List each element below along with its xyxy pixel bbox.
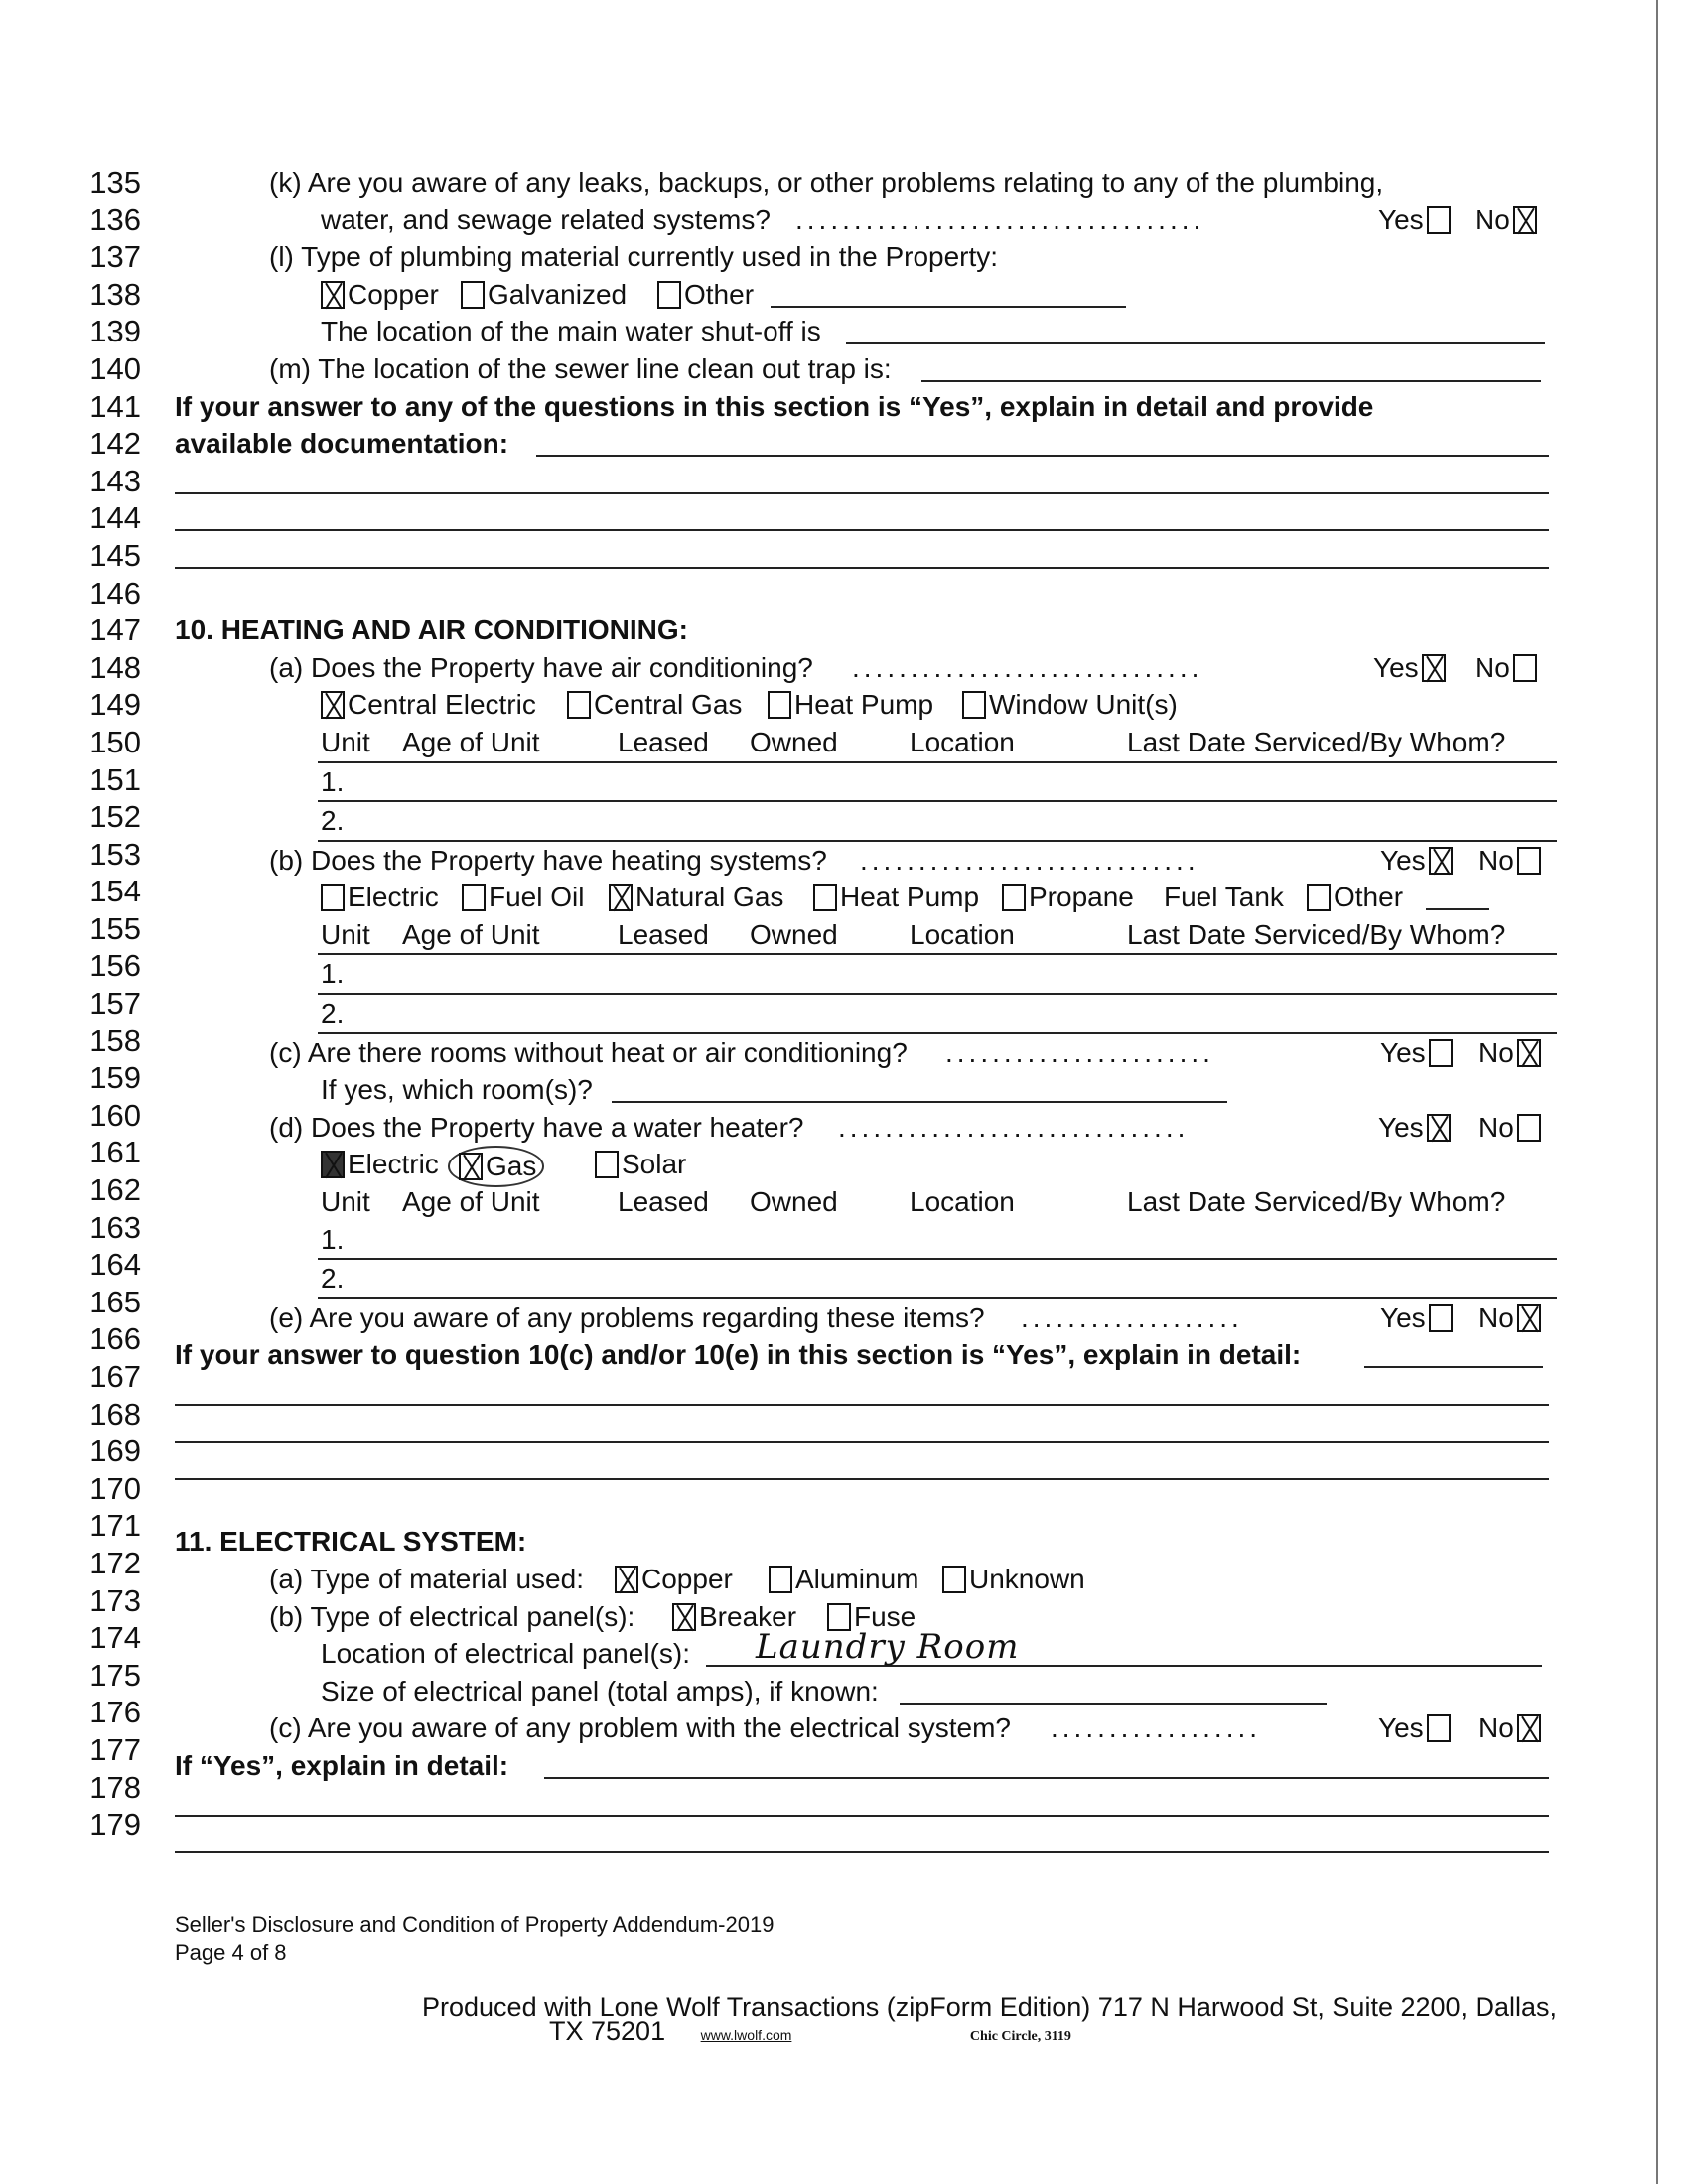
heating-e-line: (e) Are you aware of any problems regarding these items? ................... Yes No — [175, 1299, 1555, 1337]
scan-edge — [1656, 0, 1658, 2184]
line-number: 172 — [89, 1545, 141, 1580]
line-number: 178 — [89, 1769, 141, 1805]
producer-url-link[interactable]: www.lwolf.com — [700, 2027, 792, 2043]
yes-label: Yes — [1380, 1301, 1426, 1333]
question-d-text: (d) Does the Property have a water heater? — [269, 1111, 804, 1143]
water-heater-yes-checkbox[interactable] — [1427, 1114, 1451, 1142]
line-number: 163 — [89, 1209, 141, 1245]
heating-unit-row-2[interactable] — [318, 995, 1557, 1034]
elec-copper-checkbox[interactable] — [615, 1566, 638, 1593]
other-material-field[interactable] — [771, 306, 1126, 308]
plumbing-k-line1 — [175, 164, 1555, 202]
col-serviced: Last Date Serviced/By Whom? — [1127, 1186, 1506, 1218]
other-label: Other — [1334, 882, 1404, 913]
panel-location-handwritten: Laundry Room — [756, 1627, 1020, 1668]
line-number: 164 — [89, 1247, 141, 1283]
col-owned: Owned — [750, 1186, 838, 1218]
electrical-explain-field[interactable] — [544, 1777, 1549, 1779]
line-number: 155 — [89, 910, 141, 946]
window-units-checkbox[interactable] — [962, 691, 986, 719]
electrical-explain-line — [175, 1747, 1555, 1785]
line-number: 141 — [89, 388, 141, 424]
line-number: 174 — [89, 1620, 141, 1656]
line-number: 170 — [89, 1470, 141, 1506]
plumbing-material-options — [175, 276, 1555, 314]
line-number: 150 — [89, 724, 141, 759]
heating-explain-field[interactable] — [1364, 1366, 1543, 1368]
blank-line — [175, 463, 1555, 500]
yes-label: Yes — [1378, 1712, 1424, 1744]
electrical-a-line — [175, 1561, 1555, 1598]
heating-other-field[interactable] — [1426, 908, 1489, 910]
fuse-label: Fuse — [854, 1600, 916, 1632]
heating-section-header — [175, 612, 1555, 649]
heating-yes-checkbox[interactable] — [1429, 847, 1453, 875]
explain-field-line[interactable] — [175, 1404, 1549, 1406]
heat-pump-checkbox[interactable] — [768, 691, 791, 719]
row-number: 2. — [321, 805, 345, 837]
col-serviced: Last Date Serviced/By Whom? — [1127, 918, 1506, 950]
line-number: 173 — [89, 1582, 141, 1618]
heat-pump-label: Heat Pump — [794, 689, 934, 721]
explain-field-line[interactable] — [175, 567, 1549, 569]
line-number: 154 — [89, 874, 141, 909]
form-body — [175, 164, 1555, 1859]
panel-size-field[interactable] — [900, 1703, 1327, 1705]
question-k-text-2: water, and sewage related systems? — [321, 204, 771, 235]
electric-label: Electric — [348, 882, 439, 913]
explain-field-line[interactable] — [175, 1441, 1549, 1443]
line-number: 142 — [89, 426, 141, 462]
no-label: No — [1479, 1301, 1514, 1333]
galvanized-checkbox[interactable] — [461, 281, 485, 309]
panel-location-label: Location of electrical panel(s): — [321, 1638, 690, 1670]
question-l-text: (l) Type of plumbing material currently used in the Property: — [269, 241, 999, 273]
line-number: 169 — [89, 1433, 141, 1469]
elec-copper-label: Copper — [641, 1563, 733, 1594]
line-number: 157 — [89, 986, 141, 1022]
col-location: Location — [910, 726, 1015, 757]
window-units-label: Window Unit(s) — [989, 689, 1178, 721]
heating-b-line: (b) Does the Property have heating systems? ............................. Yes No — [175, 842, 1555, 880]
line-number: 136 — [89, 202, 141, 237]
line-number: 161 — [89, 1135, 141, 1170]
line-number: 143 — [89, 463, 141, 498]
transaction-ref: Chic Circle, 3119 — [969, 2029, 1071, 2044]
line-number: 160 — [89, 1097, 141, 1133]
elec-unknown-checkbox[interactable] — [942, 1566, 966, 1593]
heating-heat-pump-checkbox[interactable] — [813, 884, 837, 911]
elec-unknown-label: Unknown — [969, 1563, 1085, 1594]
natural-gas-label: Natural Gas — [635, 882, 784, 913]
which-rooms-field[interactable] — [612, 1101, 1227, 1103]
wh-gas-label: Gas — [486, 1151, 537, 1182]
heating-unit-row-1[interactable] — [318, 955, 1557, 995]
no-label: No — [1479, 844, 1514, 876]
line-number: 147 — [89, 613, 141, 648]
yes-label: Yes — [1380, 1036, 1426, 1068]
propane-checkbox[interactable] — [1002, 884, 1026, 911]
col-leased: Leased — [618, 918, 709, 950]
no-label: No — [1479, 1111, 1514, 1143]
col-owned: Owned — [750, 726, 838, 757]
electric-checkbox[interactable] — [321, 884, 345, 911]
wh-gas-checkbox[interactable] — [459, 1153, 483, 1180]
plumbing-k-line2: water, and sewage related systems? ................................... Yes No — [175, 202, 1555, 239]
no-label: No — [1475, 204, 1510, 235]
ac-yes-checkbox[interactable] — [1422, 654, 1446, 682]
line-number: 145 — [89, 537, 141, 573]
no-label: No — [1475, 651, 1510, 683]
other-label: Other — [684, 278, 755, 310]
line-number: 167 — [89, 1359, 141, 1394]
col-unit: Unit — [321, 918, 370, 950]
line-number: 138 — [89, 276, 141, 312]
line-number: 166 — [89, 1321, 141, 1357]
line-number: 140 — [89, 350, 141, 386]
which-rooms-label: If yes, which room(s)? — [321, 1074, 593, 1106]
yes-label: Yes — [1378, 204, 1424, 235]
line-number: 168 — [89, 1396, 141, 1432]
line-number: 171 — [89, 1508, 141, 1544]
k-no-checkbox[interactable] — [1513, 206, 1537, 234]
line-number: 152 — [89, 799, 141, 835]
row-number: 1. — [321, 1223, 345, 1255]
plumbing-explain-line1 — [175, 388, 1555, 426]
heating-a-line: (a) Does the Property have air conditioning? .............................. Yes No — [175, 649, 1555, 687]
explain-field-line[interactable] — [175, 1851, 1549, 1853]
blank-line — [175, 1448, 1555, 1486]
heating-unit-table-header — [318, 916, 1557, 956]
material-label: (a) Type of material used: — [269, 1563, 584, 1594]
blank-line — [175, 1822, 1555, 1859]
question-a-text: (a) Does the Property have air conditioning? — [269, 651, 813, 683]
line-number: 176 — [89, 1695, 141, 1730]
natural-gas-checkbox[interactable] — [609, 884, 633, 911]
line-number: 156 — [89, 948, 141, 984]
main-shutoff-line — [175, 313, 1555, 350]
line-number: 159 — [89, 1060, 141, 1096]
electrical-c-line: (c) Are you aware of any problem with the electrical system? .................. Yes No — [175, 1709, 1555, 1747]
explain-field-line[interactable] — [175, 1815, 1549, 1817]
col-location: Location — [910, 1186, 1015, 1218]
breaker-checkbox[interactable] — [672, 1603, 696, 1631]
main-shutoff-field[interactable] — [846, 342, 1545, 344]
line-number: 137 — [89, 239, 141, 275]
form-title: Seller's Disclosure and Condition of Property Addendum-2019 — [175, 1912, 775, 1937]
page-number: Page 4 of 8 — [175, 1940, 287, 1965]
ac-unit-row-2[interactable] — [318, 802, 1557, 842]
ac-no-checkbox[interactable] — [1513, 654, 1537, 682]
producer-zip: TX 75201 — [549, 2016, 666, 2046]
col-age: Age of Unit — [402, 726, 540, 757]
wh-electric-checkbox[interactable] — [321, 1151, 345, 1178]
blank-line — [175, 1785, 1555, 1823]
rooms-no-checkbox[interactable] — [1517, 1039, 1541, 1067]
blank-line — [175, 499, 1555, 537]
wh-unit-table-header — [318, 1183, 1557, 1221]
wh-solar-label: Solar — [622, 1149, 687, 1180]
fuel-oil-label: Fuel Oil — [489, 882, 585, 913]
galvanized-label: Galvanized — [488, 278, 628, 310]
problems-no-checkbox[interactable] — [1517, 1304, 1541, 1332]
row-number: 2. — [321, 998, 345, 1029]
cleanout-trap-field[interactable] — [921, 380, 1541, 382]
heating-no-checkbox[interactable] — [1517, 847, 1541, 875]
yes-label: Yes — [1373, 651, 1419, 683]
breaker-label: Breaker — [699, 1600, 797, 1632]
no-label: No — [1479, 1036, 1514, 1068]
heating-explain-line — [175, 1336, 1555, 1374]
ac-type-options — [175, 686, 1555, 724]
blank-line — [175, 1412, 1555, 1449]
water-heater-no-checkbox[interactable] — [1517, 1114, 1541, 1142]
question-b-text: (b) Does the Property have heating systems? — [269, 844, 827, 876]
explain-field-line[interactable] — [175, 492, 1549, 494]
page-footer — [175, 1911, 774, 1967]
line-number: 162 — [89, 1172, 141, 1208]
heating-d-line: (d) Does the Property have a water heater? .............................. Yes No — [175, 1109, 1555, 1147]
water-heater-type-options — [175, 1146, 1555, 1183]
question-c-text: (c) Are there rooms without heat or air conditioning? — [269, 1036, 908, 1068]
line-number: 151 — [89, 761, 141, 797]
line-number-column — [81, 164, 141, 1843]
other-checkbox[interactable] — [657, 281, 681, 309]
plumbing-explain-text-2: available documentation: — [175, 428, 509, 460]
row-number: 1. — [321, 958, 345, 990]
col-leased: Leased — [618, 726, 709, 757]
rooms-which-line — [175, 1071, 1555, 1109]
no-label: No — [1479, 1712, 1514, 1744]
elec-aluminum-checkbox[interactable] — [769, 1566, 792, 1593]
elec-problem-yes-checkbox[interactable] — [1427, 1714, 1451, 1742]
col-owned: Owned — [750, 918, 838, 950]
copper-checkbox[interactable] — [321, 281, 345, 309]
wh-unit-row-1[interactable] — [318, 1221, 1557, 1261]
problems-yes-checkbox[interactable] — [1429, 1304, 1453, 1332]
spacer-row — [175, 1486, 1555, 1524]
row-number: 1. — [321, 765, 345, 797]
panel-location-line — [175, 1627, 1555, 1673]
wh-solar-checkbox[interactable] — [595, 1151, 619, 1178]
question-k-text: (k) Are you aware of any leaks, backups, or other problems relating to any of the plumbing, — [269, 167, 1384, 198]
blank-line — [175, 1374, 1555, 1412]
panel-type-label: (b) Type of electrical panel(s): — [269, 1600, 635, 1632]
copper-label: Copper — [348, 278, 439, 310]
line-number: 153 — [89, 836, 141, 872]
col-location: Location — [910, 918, 1015, 950]
fuel-oil-checkbox[interactable] — [462, 884, 486, 911]
col-age: Age of Unit — [402, 1186, 540, 1218]
line-number: 148 — [89, 649, 141, 685]
heat-pump-label: Heat Pump — [840, 882, 980, 913]
plumbing-explain-field[interactable] — [536, 455, 1549, 457]
row-number: 2. — [321, 1263, 345, 1295]
ac-unit-row-1[interactable] — [318, 763, 1557, 803]
line-number: 149 — [89, 687, 141, 723]
elec-aluminum-label: Aluminum — [795, 1563, 919, 1594]
line-number: 139 — [89, 314, 141, 349]
plumbing-m-line — [175, 350, 1555, 388]
col-age: Age of Unit — [402, 918, 540, 950]
wh-unit-row-2[interactable] — [318, 1260, 1557, 1299]
heating-other-checkbox[interactable] — [1307, 884, 1331, 911]
gas-circled-annotation — [448, 1146, 544, 1187]
line-number: 144 — [89, 500, 141, 536]
yes-label: Yes — [1380, 844, 1426, 876]
electrical-explain-text: If “Yes”, explain in detail: — [175, 1749, 509, 1781]
rooms-yes-checkbox[interactable] — [1429, 1039, 1453, 1067]
central-electric-label: Central Electric — [348, 689, 536, 721]
explain-field-line[interactable] — [175, 1478, 1549, 1480]
question-e-text: (e) Are you aware of any problems regarding these items? — [269, 1301, 985, 1333]
line-number: 175 — [89, 1657, 141, 1693]
spacer-row — [175, 575, 1555, 613]
heating-c-line: (c) Are there rooms without heat or air conditioning? ....................... Yes No — [175, 1034, 1555, 1072]
line-number: 179 — [89, 1807, 141, 1843]
line-number: 165 — [89, 1284, 141, 1319]
propane-label: Propane — [1029, 882, 1134, 913]
wh-electric-label: Electric — [348, 1149, 439, 1180]
section-10-title: 10. HEATING AND AIR CONDITIONING: — [175, 614, 688, 646]
line-number: 135 — [89, 165, 141, 200]
explain-field-line[interactable] — [175, 529, 1549, 531]
question-m-text: (m) The location of the sewer line clean out trap is: — [269, 352, 892, 384]
blank-line — [175, 537, 1555, 575]
producer-credit — [422, 1992, 1558, 2049]
plumbing-explain-line2 — [175, 425, 1555, 463]
line-number: 146 — [89, 575, 141, 611]
line-number: 177 — [89, 1731, 141, 1767]
line-number: 158 — [89, 1023, 141, 1058]
heating-explain-text: If your answer to question 10(c) and/or 10(e) in this section is “Yes”, explain in detail: — [175, 1339, 1302, 1371]
col-serviced: Last Date Serviced/By Whom? — [1127, 726, 1506, 757]
plumbing-explain-text: If your answer to any of the questions in this section is “Yes”, explain in detail and provide — [175, 390, 1374, 422]
ac-unit-table-header — [318, 724, 1557, 763]
central-gas-label: Central Gas — [594, 689, 743, 721]
elec-problem-no-checkbox[interactable] — [1517, 1714, 1541, 1742]
central-electric-checkbox[interactable] — [321, 691, 345, 719]
panel-size-line — [175, 1673, 1555, 1710]
col-leased: Leased — [618, 1186, 709, 1218]
panel-size-label: Size of electrical panel (total amps), if known: — [321, 1675, 879, 1706]
k-yes-checkbox[interactable] — [1427, 206, 1451, 234]
fuel-tank-label: Fuel Tank — [1164, 882, 1284, 913]
electrical-section-header — [175, 1523, 1555, 1561]
central-gas-checkbox[interactable] — [567, 691, 591, 719]
main-shutoff-label: The location of the main water shut-off is — [321, 316, 821, 347]
question-elec-c-text: (c) Are you aware of any problem with the electrical system? — [269, 1712, 1011, 1744]
col-unit: Unit — [321, 1186, 370, 1218]
plumbing-l-line — [175, 238, 1555, 276]
col-unit: Unit — [321, 726, 370, 757]
yes-label: Yes — [1378, 1111, 1424, 1143]
section-11-title: 11. ELECTRICAL SYSTEM: — [175, 1526, 527, 1558]
heating-type-options — [175, 879, 1555, 916]
producer-line: Produced with Lone Wolf Transactions (zipForm Edition) 717 N Harwood St, Suite 2200, Dallas, — [422, 1992, 1558, 2022]
